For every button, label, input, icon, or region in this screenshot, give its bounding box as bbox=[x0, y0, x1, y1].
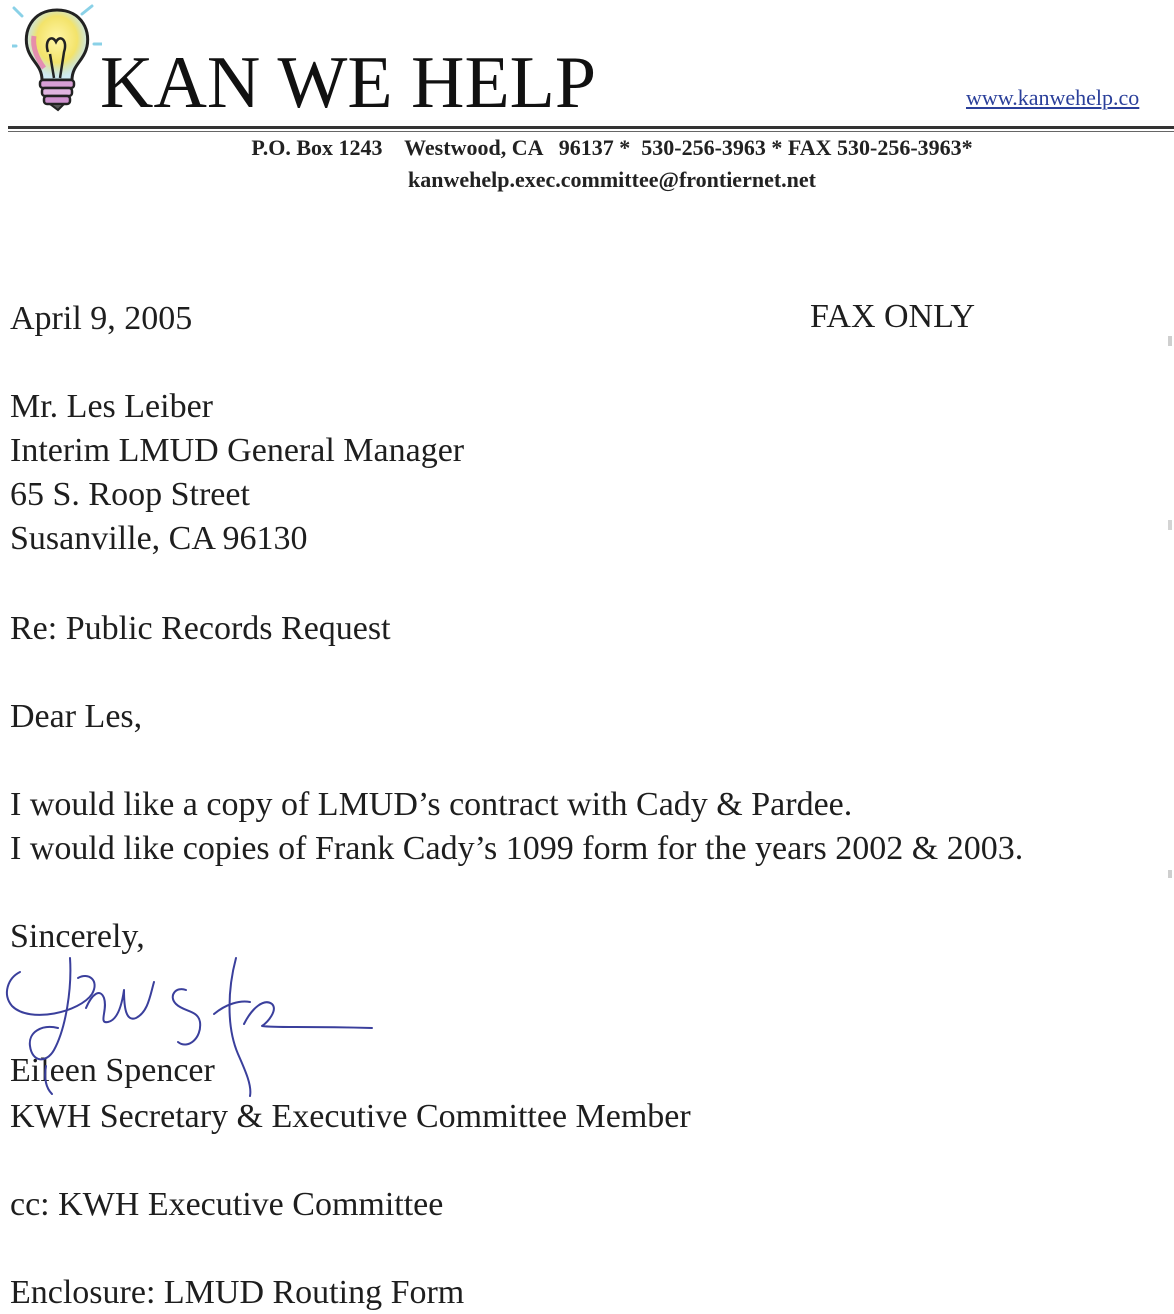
website-link[interactable]: www.kanwehelp.co bbox=[966, 85, 1140, 110]
recipient-name: Mr. Les Leiber bbox=[10, 388, 213, 425]
letterhead-divider-thin bbox=[8, 131, 1174, 132]
closing: Sincerely, bbox=[10, 918, 145, 955]
subject-line: Re: Public Records Request bbox=[10, 610, 391, 647]
handwritten-signature bbox=[0, 938, 400, 1098]
body-line: I would like copies of Frank Cady’s 1099 form for the years 2002 & 2003. bbox=[10, 830, 1024, 867]
enclosure-line: Enclosure: LMUD Routing Form bbox=[10, 1274, 465, 1311]
body-line: I would like a copy of LMUD’s contract with Cady & Pardee. bbox=[10, 786, 853, 823]
organization-name: KAN WE HELP bbox=[100, 42, 597, 124]
cc-line: cc: KWH Executive Committee bbox=[10, 1186, 444, 1223]
lightbulb-logo-icon bbox=[12, 2, 102, 112]
contact-address-line: P.O. Box 1243 Westwood, CA 96137 * 530-256-3963 * FAX 530-256-3963* bbox=[251, 135, 973, 160]
recipient-city: Susanville, CA 96130 bbox=[10, 520, 308, 557]
signer-name: Eileen Spencer bbox=[10, 1052, 215, 1089]
scan-artifact bbox=[1168, 520, 1172, 530]
letter-date: April 9, 2005 bbox=[10, 300, 193, 337]
scan-artifact bbox=[1168, 336, 1172, 346]
letterhead-divider bbox=[8, 126, 1174, 129]
scan-artifact bbox=[1168, 870, 1172, 878]
contact-email: kanwehelp.exec.committee@frontiernet.net bbox=[408, 167, 816, 192]
signer-title: KWH Secretary & Executive Committee Member bbox=[10, 1098, 691, 1135]
delivery-method: FAX ONLY bbox=[810, 298, 976, 335]
recipient-title: Interim LMUD General Manager bbox=[10, 432, 465, 469]
salutation: Dear Les, bbox=[10, 698, 143, 735]
recipient-street: 65 S. Roop Street bbox=[10, 476, 250, 513]
